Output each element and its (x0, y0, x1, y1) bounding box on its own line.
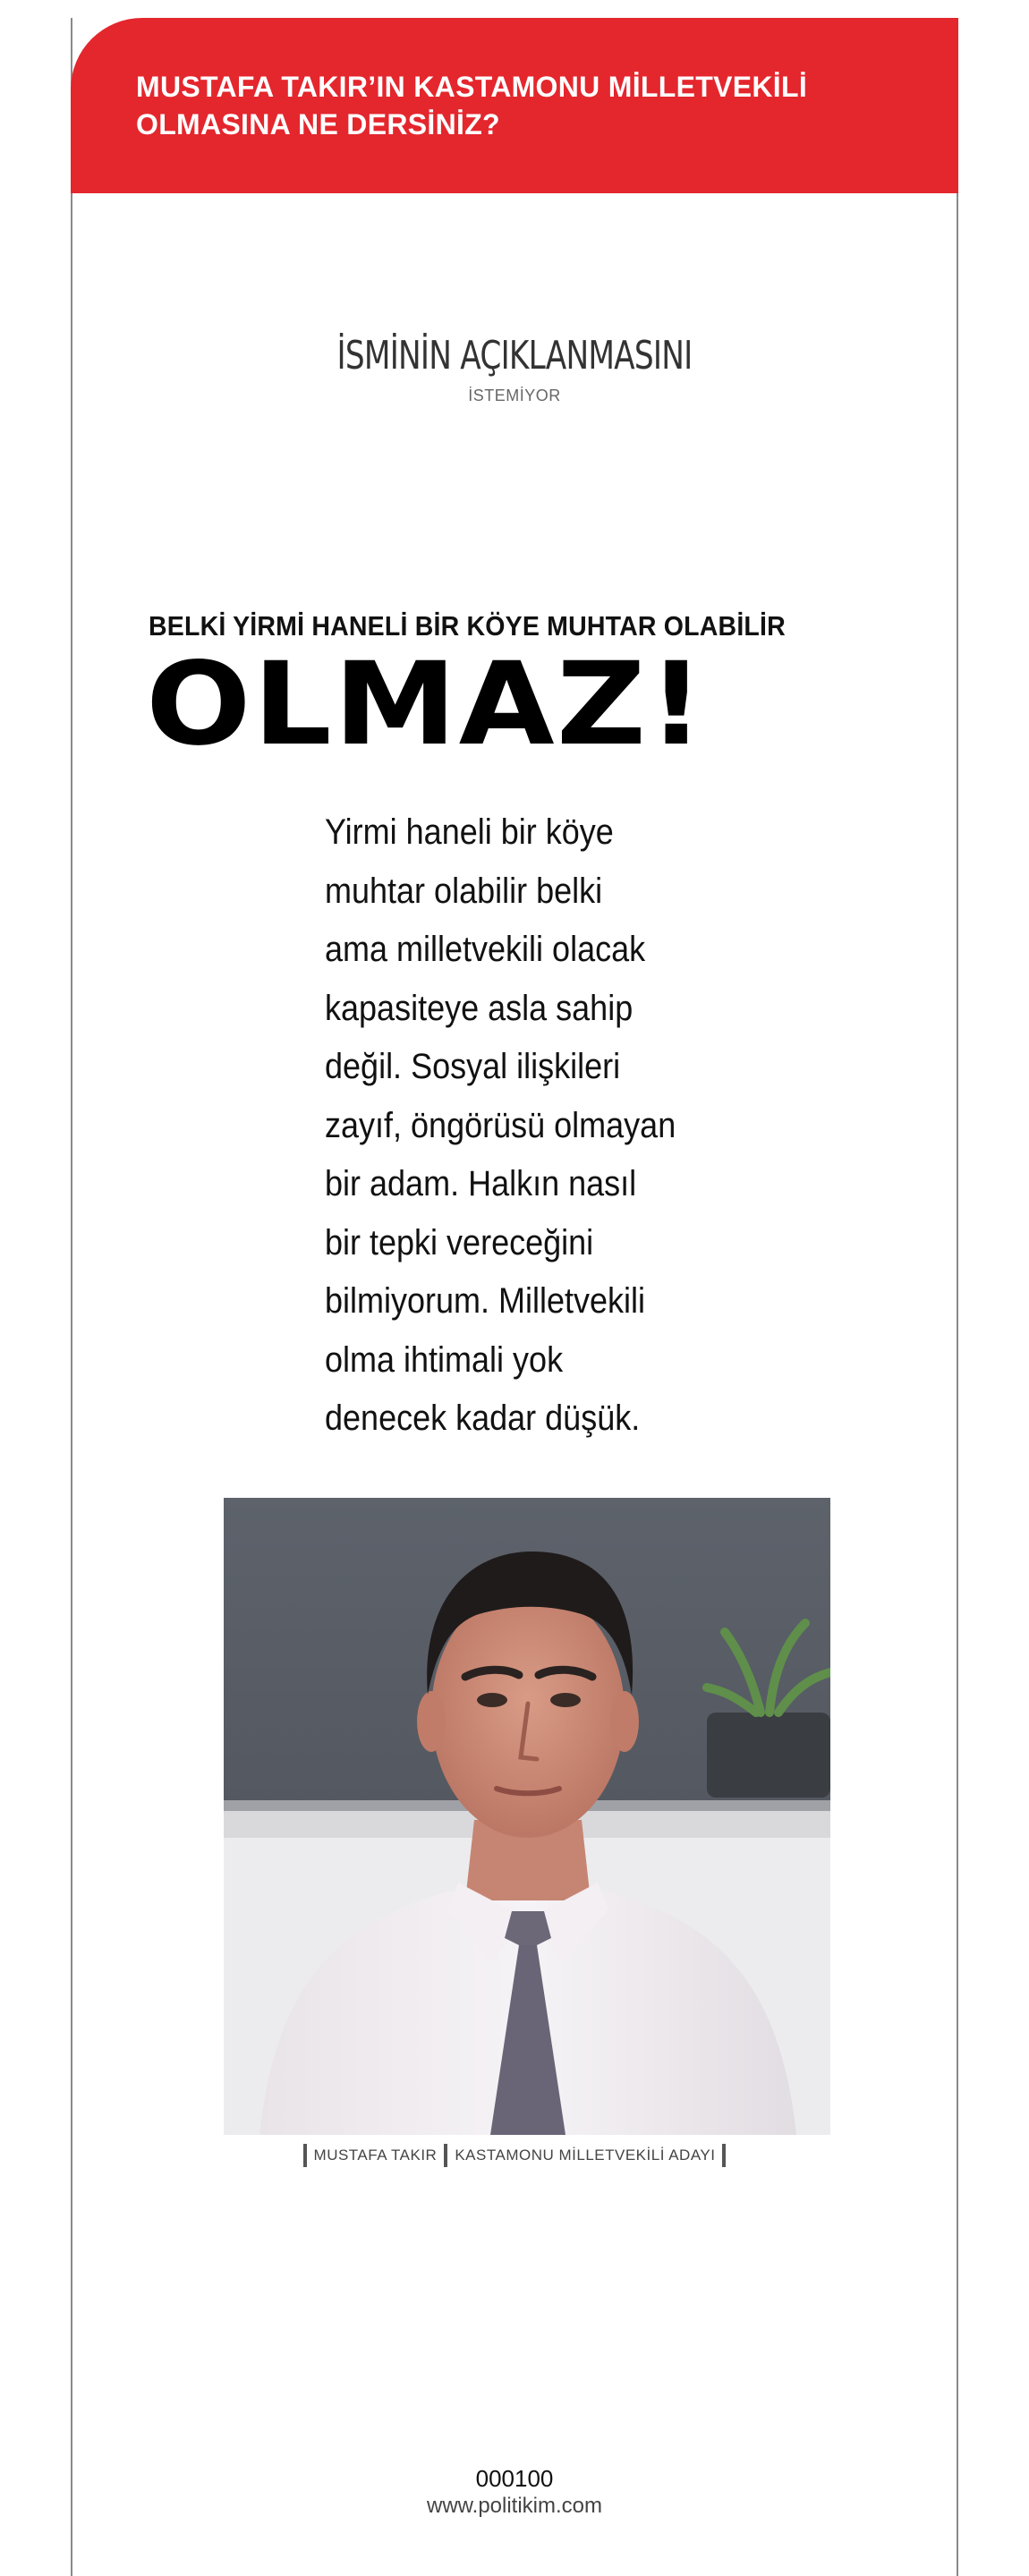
body-line: bilmiyorum. Milletvekili (325, 1281, 646, 1321)
header-title-line2: OLMASINA NE DERSİNİZ? (136, 108, 500, 140)
body-line: bir adam. Halkın nasıl (325, 1164, 637, 1203)
body-line: değil. Sosyal ilişkileri (325, 1047, 621, 1086)
body-line: olma ihtimali yok (325, 1339, 564, 1380)
header-banner (71, 18, 958, 193)
article-headline: OLMAZ! (146, 638, 707, 771)
source-note: İSTEMİYOR (468, 387, 561, 404)
body-line: kapasiteye asla sahip (325, 988, 634, 1028)
portrait-photo (224, 1498, 830, 2135)
body-line: denecek kadar düşük. (325, 1399, 641, 1438)
portrait-illustration (224, 1498, 830, 2135)
body-line: bir tepki vereceğini (325, 1222, 594, 1262)
body-line: muhtar olabilir belki (325, 871, 603, 911)
body-line: ama milletvekili olacak (325, 930, 646, 969)
caption-divider (444, 2144, 447, 2167)
body-line: Yirmi haneli bir köye (325, 812, 614, 852)
footer-url[interactable]: www.politikim.com (426, 2494, 603, 2518)
caption-name: MUSTAFA TAKIR (313, 2147, 438, 2164)
header-title-line1: MUSTAFA TAKIR’IN KASTAMONU MİLLETVEKİLİ (136, 71, 808, 103)
article-body (325, 803, 711, 1449)
photo-caption (0, 2144, 1029, 2167)
body-line: zayıf, öngörüsü olmayan (325, 1105, 676, 1145)
caption-divider (303, 2144, 307, 2167)
source-name: İSMİNİN AÇIKLANMASINI (336, 333, 693, 378)
article-kicker: BELKİ YİRMİ HANELİ BİR KÖYE MUHTAR OLABİLİR (149, 610, 786, 642)
footer-code: 000100 (475, 2465, 554, 2492)
caption-divider (722, 2144, 726, 2167)
caption-role: KASTAMONU MİLLETVEKİLİ ADAYI (455, 2147, 716, 2164)
header-title (136, 68, 958, 143)
